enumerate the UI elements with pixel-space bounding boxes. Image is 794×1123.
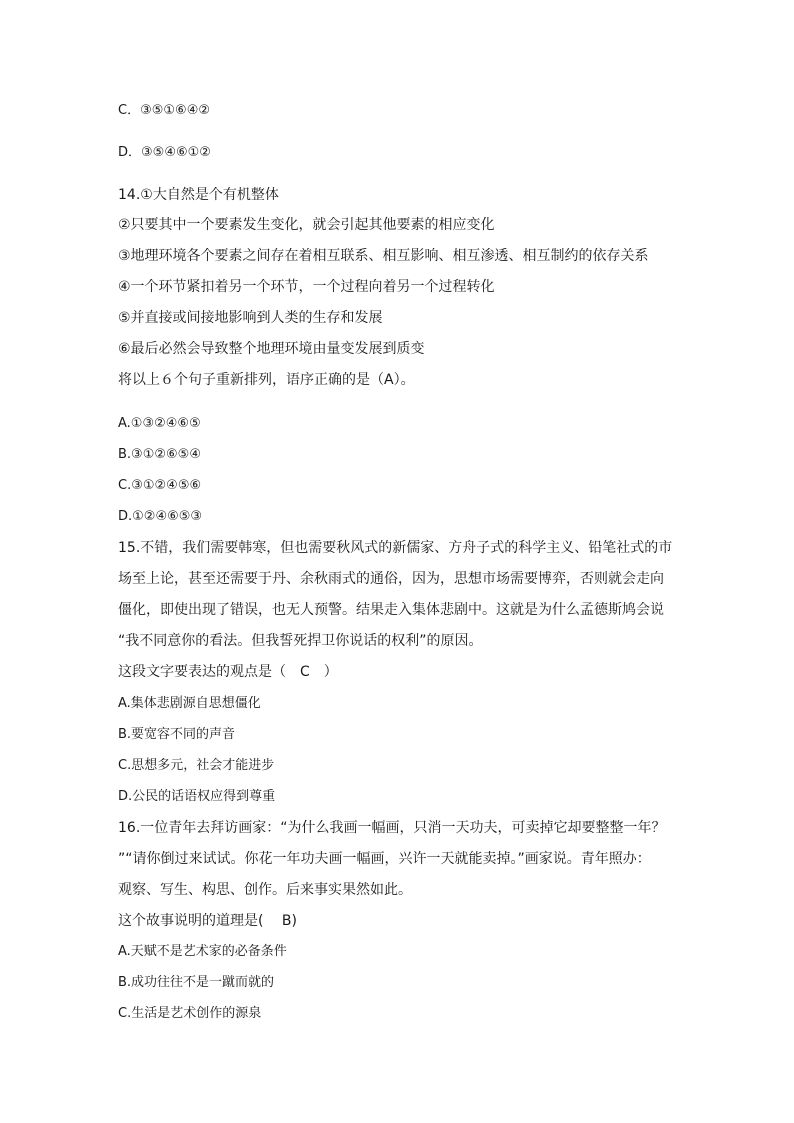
q15-prompt: 这段文字要表达的观点是（ C ） [118, 664, 338, 680]
q14-sentence-4: ④一个环节紧扣着另一个环节，一个过程向着另一个过程转化 [118, 279, 495, 295]
q15-passage-line-3: 僵化，即使出现了错误，也无人预警。结果走入集体悲剧中。这就是为什么孟德斯鸠会说 [118, 602, 664, 618]
q16-option-c: C.生活是艺术创作的源泉 [118, 1006, 262, 1021]
q16-passage-line-3: 观察、写生、构思、创作。后来事实果然如此。 [118, 882, 412, 898]
q16-prompt: 这个故事说明的道理是( B) [118, 913, 297, 929]
q14-sentence-5: ⑤并直接或间接地影响到人类的生存和发展 [118, 310, 383, 326]
q14-prompt: 将以上６个句子重新排列，语序正确的是（A）。 [118, 372, 415, 388]
q14-option-a: A.①③②④⑥⑤ [118, 416, 201, 431]
q13-option-d: D．③⑤④⑥①② [118, 145, 211, 160]
q14-option-b: B.③①②⑥⑤④ [118, 447, 201, 462]
q14-sentence-3: ③地理环境各个要素之间存在着相互联系、相互影响、相互渗透、相互制约的依存关系 [118, 248, 649, 264]
q14-sentence-1: 14.①大自然是个有机整体 [118, 187, 279, 203]
q14-sentence-2: ②只要其中一个要素发生变化，就会引起其他要素的相应变化 [118, 217, 495, 233]
q14-option-c: C.③①②④⑤⑥ [118, 478, 202, 493]
q15-option-b: B.要宽容不同的声音 [118, 727, 236, 742]
q15-passage-line-1: 15.不错，我们需要韩寒，但也需要秋风式的新儒家、方舟子式的科学主义、铅笔社式的市 [118, 540, 673, 556]
q15-passage-line-2: 场至上论，甚至还需要于丹、余秋雨式的通俗，因为，思想市场需要博弈，否则就会走向 [118, 571, 664, 587]
q16-passage-line-2: ”“请你倒过来试试。你花一年功夫画一幅画，兴许一天就能卖掉。”画家说。青年照办： [118, 851, 651, 867]
q16-option-a: A.天赋不是艺术家的必备条件 [118, 944, 287, 959]
q15-option-d: D.公民的话语权应得到尊重 [118, 789, 276, 804]
q16-passage-line-1: 16.一位青年去拜访画家：“为什么我画一幅画，只消一天功夫，可卖掉它却要整整一年？ [118, 820, 666, 836]
q15-option-a: A.集体悲剧源自思想僵化 [118, 696, 261, 711]
q13-option-c: C．③⑤①⑥④② [118, 103, 211, 118]
q15-option-c: C.思想多元，社会才能进步 [118, 758, 275, 773]
q16-option-b: B.成功往往不是一蹴而就的 [118, 975, 275, 990]
q15-passage-line-4: “我不同意你的看法。但我誓死捍卫你说话的权利”的原因。 [118, 633, 483, 649]
q14-option-d: D.①②④⑥⑤③ [118, 509, 203, 524]
q14-sentence-6: ⑥最后必然会导致整个地理环境由量变发展到质变 [118, 341, 425, 357]
